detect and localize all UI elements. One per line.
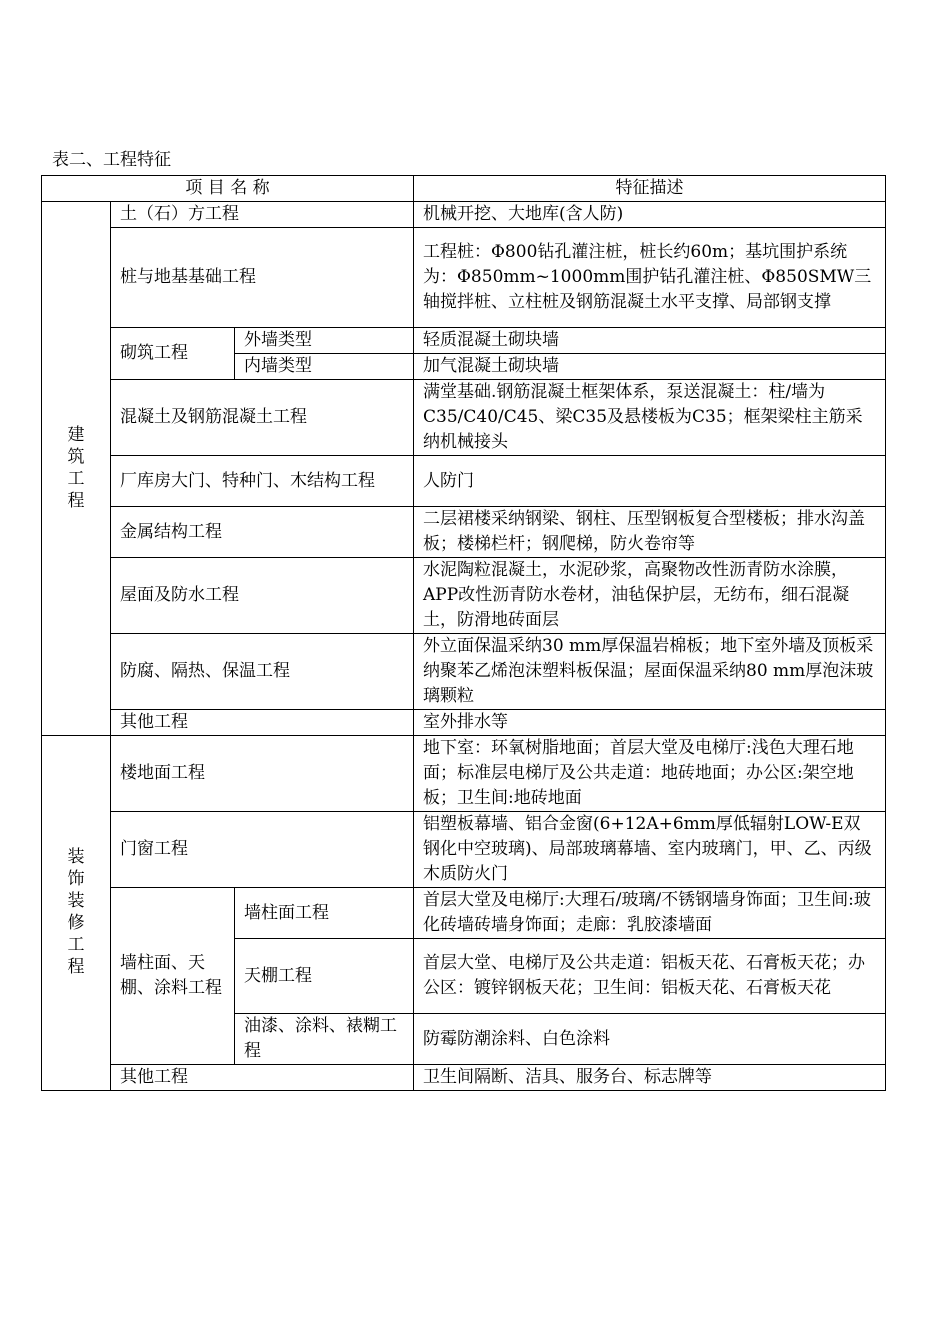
table-row [42,812,886,888]
item-cell: 楼地面工程 [111,736,414,812]
subitem-cell: 外墙类型 [235,328,414,354]
desc-cell: 机械开挖、大地库(含人防) [414,202,886,228]
table-row [42,1065,886,1091]
table-row [42,202,886,228]
table-row [42,558,886,634]
table-caption: 表二、工程特征 [52,150,171,170]
desc-cell: 防霉防潮涂料、白色涂料 [414,1014,886,1065]
desc-cell: 人防门 [414,456,886,507]
desc-cell: 铝塑板幕墙、铝合金窗(6+12A+6mm厚低辐射LOW-E双钢化中空玻璃)、局部玻璃幕墙、室内玻璃门，甲、乙、丙级木质防火门 [414,812,886,888]
subitem-cell: 油漆、涂料、裱糊工程 [235,1014,414,1065]
item-cell: 其他工程 [111,1065,414,1091]
table-row [42,456,886,507]
item-cell: 其他工程 [111,710,414,736]
item-cell: 厂库房大门、特种门、木结构工程 [111,456,414,507]
desc-cell: 水泥陶粒混凝土，水泥砂浆，高聚物改性沥青防水涂膜，APP改性沥青防水卷材，油毡保护层，无纺布，细石混凝土，防滑地砖面层 [414,558,886,634]
category-building: 建筑工程 [42,202,111,736]
desc-cell: 首层大堂及电梯厅:大理石/玻璃/不锈钢墙身饰面；卫生间:玻化砖墙砖墙身饰面；走廊：乳胶漆墙面 [414,888,886,939]
engineering-features-table [41,175,886,1091]
table-row [42,736,886,812]
item-cell: 金属结构工程 [111,507,414,558]
table-row [42,888,886,939]
desc-cell: 室外排水等 [414,710,886,736]
item-cell: 防腐、隔热、保温工程 [111,634,414,710]
header-row [42,176,886,202]
table-row [42,507,886,558]
item-cell: 桩与地基基础工程 [111,228,414,328]
item-cell: 土（石）方工程 [111,202,414,228]
desc-cell: 工程桩：Φ800钻孔灌注桩，桩长约60m；基坑围护系统为：Φ850mm~1000mm围护钻孔灌注桩、Φ850SMW三轴搅拌桩、立柱桩及钢筋混凝土水平支撑、局部钢支撑 [414,228,886,328]
desc-cell: 首层大堂、电梯厅及公共走道：铝板天花、石膏板天花；办公区：镀锌钢板天花；卫生间：铝板天花、石膏板天花 [414,939,886,1014]
table-row [42,710,886,736]
table-row [42,380,886,456]
table-row [42,228,886,328]
desc-cell: 外立面保温采纳30 mm厚保温岩棉板；地下室外墙及顶板采纳聚苯乙烯泡沫塑料板保温；屋面保温采纳80 mm厚泡沫玻璃颗粒 [414,634,886,710]
desc-cell: 二层裙楼采纳钢梁、钢柱、压型钢板复合型楼板；排水沟盖板；楼梯栏杆；钢爬梯，防火卷帘等 [414,507,886,558]
subitem-cell: 内墙类型 [235,354,414,380]
item-cell: 混凝土及钢筋混凝土工程 [111,380,414,456]
category-decoration: 装饰装修工程 [42,736,111,1091]
item-cell: 门窗工程 [111,812,414,888]
desc-cell: 卫生间隔断、洁具、服务台、标志牌等 [414,1065,886,1091]
subitem-cell: 天棚工程 [235,939,414,1014]
desc-cell: 地下室：环氧树脂地面；首层大堂及电梯厅:浅色大理石地面；标准层电梯厅及公共走道：地砖地面；办公区:架空地板；卫生间:地砖地面 [414,736,886,812]
item-cell: 墙柱面、天棚、涂料工程 [111,888,235,1065]
table-row [42,328,886,354]
desc-cell: 加气混凝土砌块墙 [414,354,886,380]
desc-cell: 满堂基础.钢筋混凝土框架体系，泵送混凝土：柱/墙为C35/C40/C45、梁C35及悬楼板为C35；框架梁柱主筋采纳机械接头 [414,380,886,456]
item-cell: 屋面及防水工程 [111,558,414,634]
desc-cell: 轻质混凝土砌块墙 [414,328,886,354]
subitem-cell: 墙柱面工程 [235,888,414,939]
table-row [42,634,886,710]
item-cell: 砌筑工程 [111,328,235,380]
header-desc: 特征描述 [414,176,886,202]
header-item: 项 目 名 称 [42,176,414,202]
